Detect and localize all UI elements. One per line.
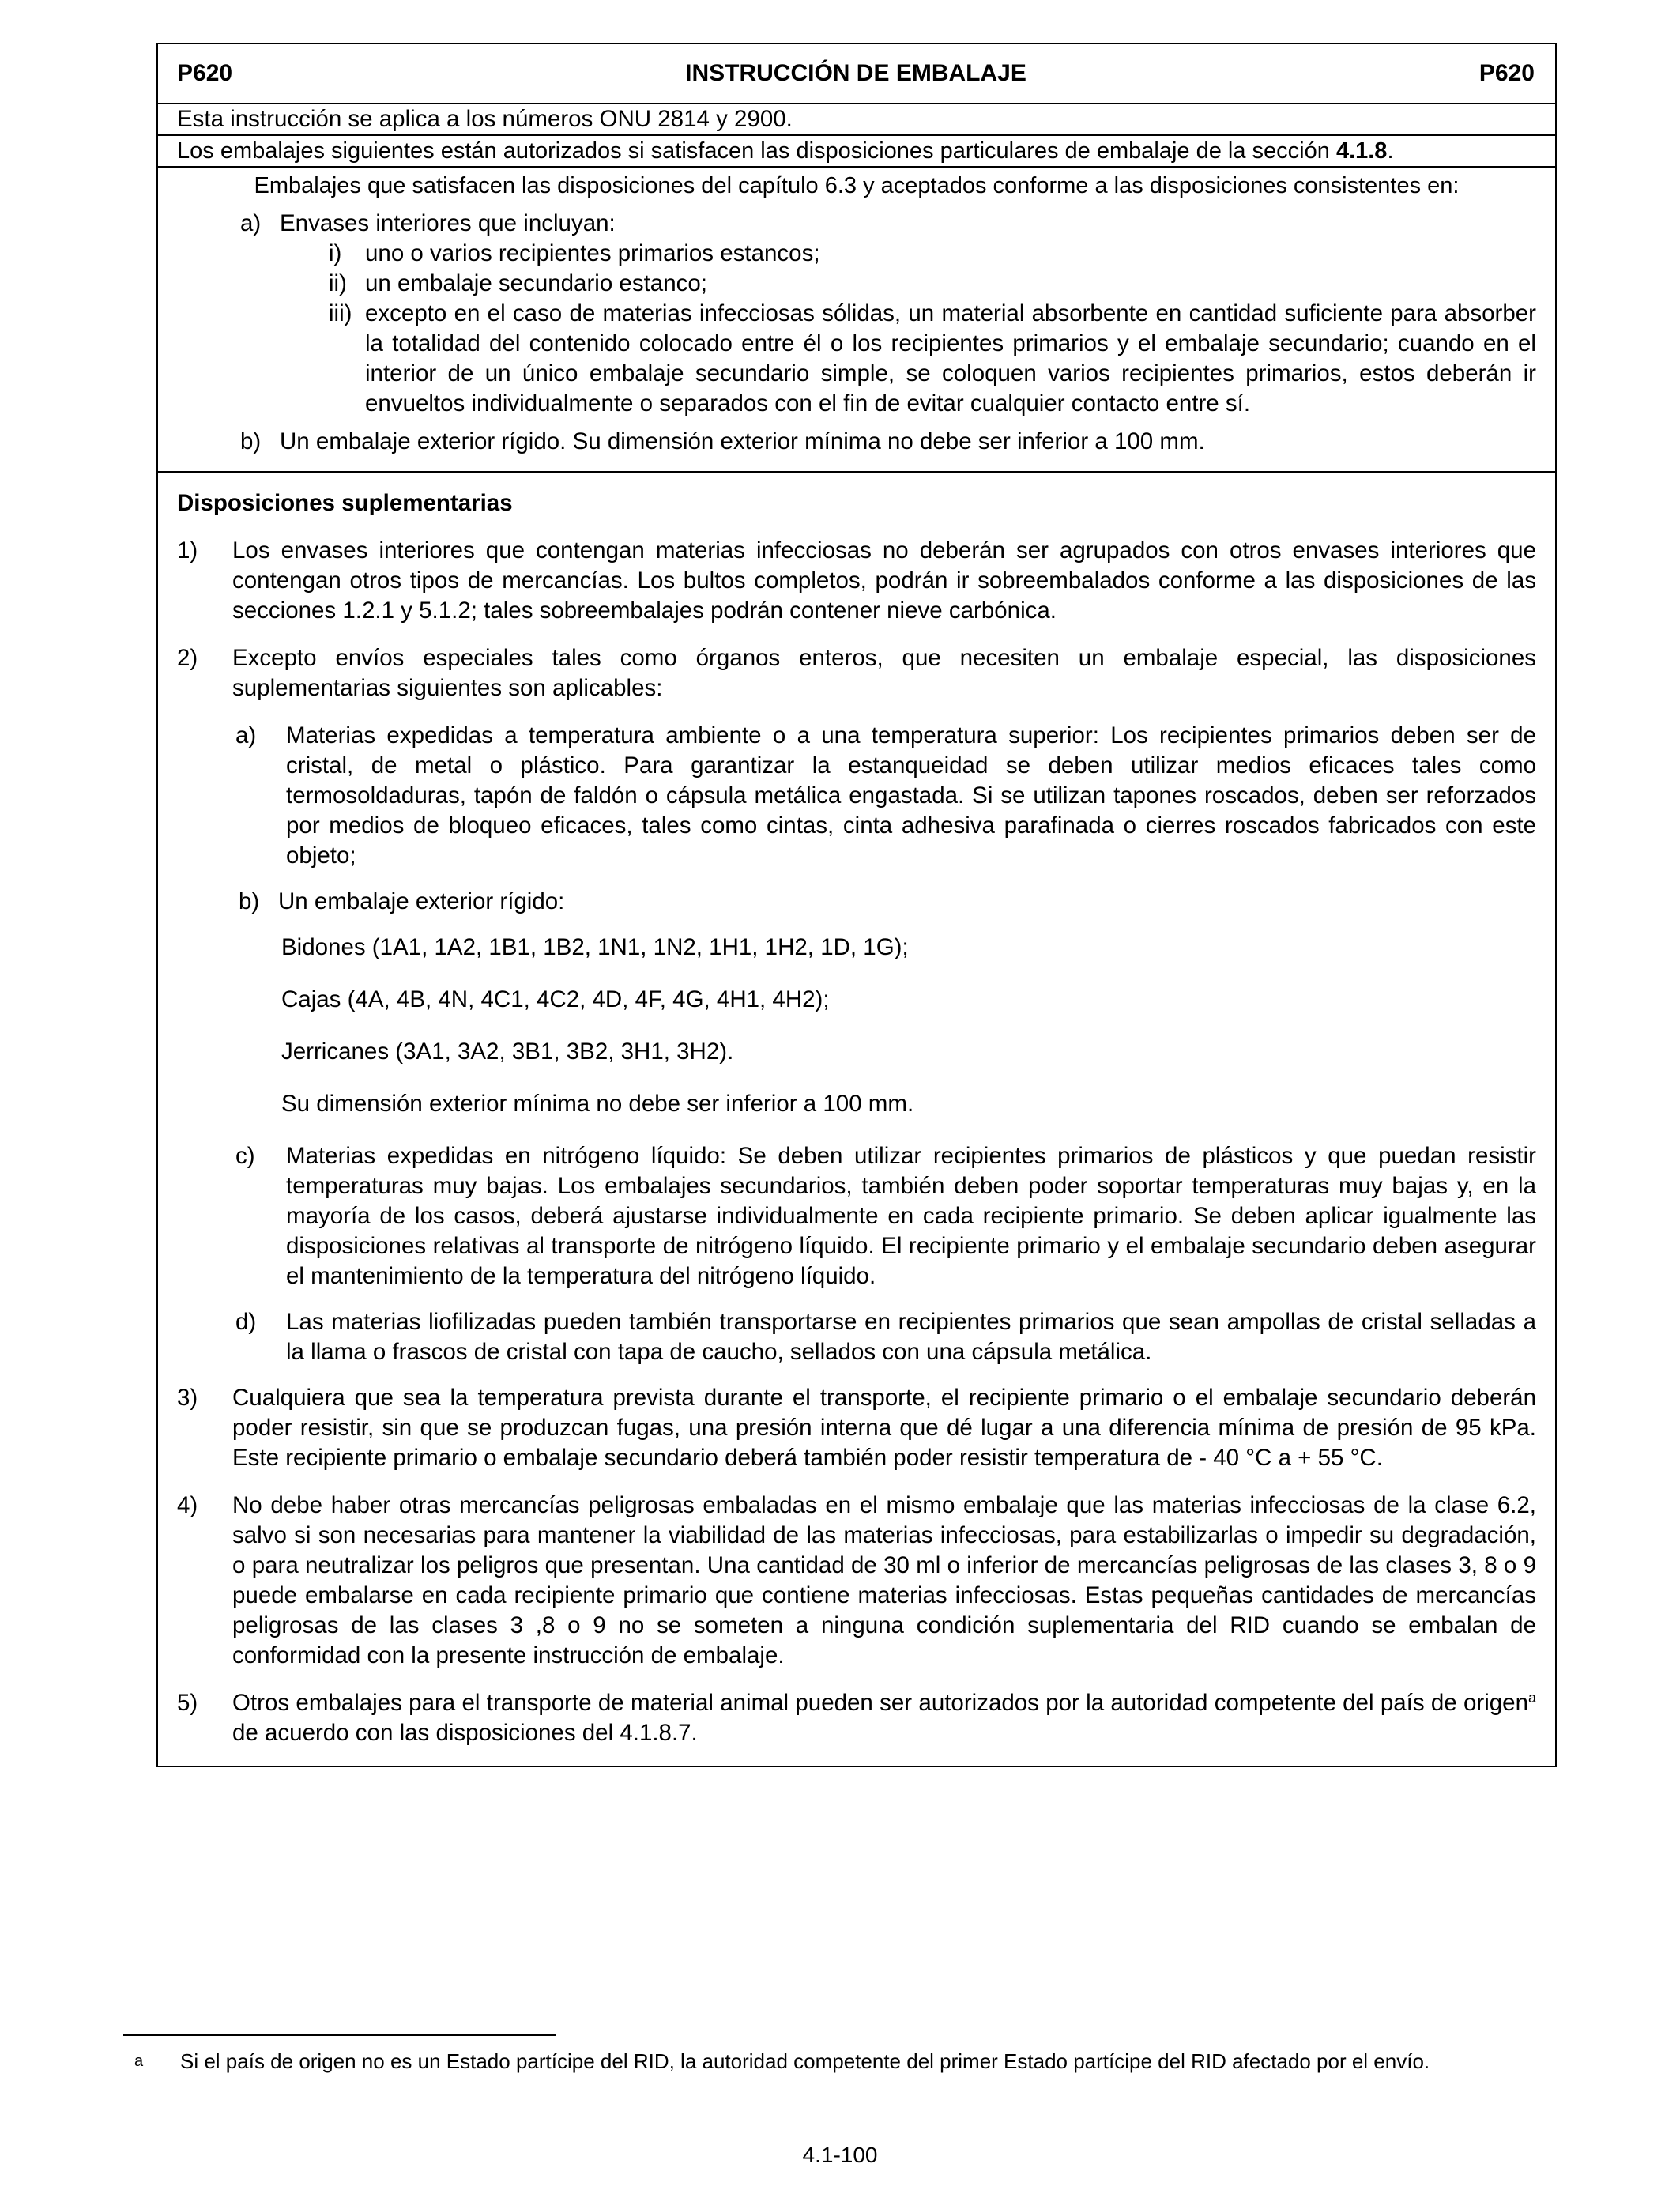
applies-row [158,104,1555,136]
provision-2d-text: Las materias liofilizadas pueden también transportarse en recipientes primarios que sean ampollas de cristal selladas a la llama o frascos de cristal con tapa de caucho, sellados con una cápsula metálica. [286,1309,1536,1365]
inner-item-iii-text: excepto en el caso de materias infecciosas sólidas, un material absorbente en cantidad suficiente para absorber la totalidad del contenido colocado entre él o los recipientes primarios y el embalaje secundario; cuando en el interior de un único embalaje secundario simple, se coloquen varios recipientes primarios, estos deberán ir envueltos individualmente o separados con el fin de evitar cualquier contacto entre sí. [365,300,1536,417]
instruction-code-left: P620 [177,60,233,86]
provision-2b-label: b) [239,888,260,914]
packagings-row [158,168,1555,473]
jerricans-list: Jerricanes (3A1, 3A2, 3B1, 3B2, 3H1, 3H2). [281,1039,734,1065]
provision-5-text-after: de acuerdo con las disposiciones del 4.1.8.7. [232,1720,698,1746]
provision-2d [232,1307,1536,1367]
provision-2c [232,1141,1536,1291]
authorized-text: Los embalajes siguientes están autorizados si satisfacen las disposiciones particulares de embalaje de la sección [177,138,1336,164]
provision-5-label: 5) [177,1690,198,1716]
provision-2 [177,643,1536,703]
inner-item-i-label: i) [329,240,342,266]
inner-item-i [329,239,1536,269]
provision-4 [177,1491,1536,1671]
provision-2a-text: Materias expedidas a temperatura ambiente o a una temperatura superior: Los recipientes primarios deben ser de cristal, de metal o plástico. Para garantizar la estanqueidad se deben utilizar medios eficaces tales como termosoldaduras, tapón de faldón o cápsula metálica engastada. Si se utilizan tapones roscados, deben ser reforzados por medios de bloqueo eficaces, tales como cintas, cinta adhesiva parafinada o cierres roscados fabricados con este objeto; [286,722,1536,869]
packaging-item-a-label: a) [240,210,262,236]
authorized-row [158,136,1555,168]
provision-2a [232,721,1536,871]
footnote-text: Si el país de origen no es un Estado partícipe del RID, la autoridad competente del primer Estado partícipe del RID afectado por el envío. [180,2049,1430,2073]
packaging-item-b [177,427,1536,457]
inner-item-iii-label: iii) [329,300,352,326]
packaging-item-a [177,209,1536,239]
inner-item-iii [329,299,1536,419]
packagings-intro: Embalajes que satisfacen las disposiciones del capítulo 6.3 y aceptados conforme a las disposiciones consistentes en: [254,173,1460,198]
packaging-item-b-text: Un embalaje exterior rígido. Su dimensión exterior mínima no debe ser inferior a 100 mm. [280,428,1205,454]
provision-2b [232,887,1536,917]
provision-2-label: 2) [177,645,198,671]
provision-1-label: 1) [177,537,198,564]
provision-2c-label: c) [235,1143,255,1169]
packaging-item-a-text: Envases interiores que incluyan: [280,210,616,236]
footnote-mark: a [134,2053,144,2070]
provision-2d-label: d) [235,1309,257,1335]
provision-1-text: Los envases interiores que contengan materias infecciosas no deberán ser agrupados con otros envases interiores que contengan otros tipos de mercancías. Los bultos completos, podrán ir sobreembalados conforme a las disposiciones de las secciones 1.2.1 y 5.1.2; tales sobreembalajes podrán contener nieve carbónica. [232,537,1536,624]
provision-5 [177,1688,1536,1748]
instruction-header [158,44,1555,104]
inner-item-i-text: uno o varios recipientes primarios estancos; [365,240,820,266]
authorized-section: 4.1.8 [1335,138,1388,164]
provision-2a-label: a) [235,722,257,748]
page-number: 4.1-100 [802,2143,878,2167]
minimum-dimension-text: Su dimensión exterior mínima no debe ser inferior a 100 mm. [281,1091,914,1117]
applies-text: Esta instrucción se aplica a los números ONU 2814 y 2900. [177,106,793,132]
provision-3-label: 3) [177,1385,198,1411]
provision-2-text: Excepto envíos especiales tales como órganos enteros, que necesiten un embalaje especial, las disposiciones suplementarias siguientes son aplicables: [232,645,1536,701]
footnote [134,2047,1549,2075]
provision-4-label: 4) [177,1492,198,1518]
provision-4-text: No debe haber otras mercancías peligrosas embaladas en el mismo embalaje que las materias infecciosas de la clase 6.2, salvo si son necesarias para mantener la viabilidad de las materias infecciosas, para estabilizarlas o impedir su degradación, o para neutralizar los peligros que presentan. Una cantidad de 30 ml o inferior de mercancías peligrosas de las clases 3, 8 o 9 puede embalarse en cada recipiente primario que contiene materias infecciosas. Estas pequeñas cantidades de mercancías peligrosas de las clases 3 ,8 o 9 no se someten a ninguna condición suplementaria del RID cuando se embalan de conformidad con la presente instrucción de embalaje. [232,1492,1536,1668]
provision-3 [177,1383,1536,1473]
provision-5-text [232,1688,1536,1748]
provision-2c-text: Materias expedidas en nitrógeno líquido: Se deben utilizar recipientes primarios de plásticos y que puedan resistir temperaturas muy bajas. Los embalajes secundarios, también deben poder soportar temperaturas muy bajas y, en la mayoría de los casos, deberá ajustarse individualmente en cada recipiente primario. Se deben aplicar igualmente las disposiciones relativas al transporte de nitrógeno líquido. El recipiente primario y el embalaje secundario deben asegurar el mantenimiento de la temperatura del nitrógeno líquido. [286,1143,1536,1289]
supplementary-title: Disposiciones suplementarias [177,490,513,516]
packaging-item-b-label: b) [240,428,262,454]
instruction-title: INSTRUCCIÓN DE EMBALAJE [685,60,1026,86]
inner-item-ii [329,269,1536,299]
drums-list: Bidones (1A1, 1A2, 1B1, 1B2, 1N1, 1N2, 1H1, 1H2, 1D, 1G); [281,934,909,960]
inner-item-ii-label: ii) [329,270,347,296]
provision-3-text: Cualquiera que sea la temperatura prevista durante el transporte, el recipiente primario o el embalaje secundario deberán poder resistir, sin que se produzcan fugas, una presión interna que dé lugar a una diferencia mínima de presión de 95 kPa. Este recipiente primario o embalaje secundario deberá también poder resistir temperatura de - 40 °C a + 55 °C. [232,1385,1536,1471]
inner-item-ii-text: un embalaje secundario estanco; [365,270,707,296]
provision-2b-text: Un embalaje exterior rígido: [278,888,565,914]
footnote-separator [123,2034,556,2036]
supplementary-row [158,473,1555,1766]
packing-instruction-table [156,43,1557,1767]
provision-1 [177,536,1536,626]
instruction-code-right: P620 [1478,60,1535,86]
authorized-end: . [1387,138,1394,164]
footnote-reference[interactable]: a [1527,1690,1536,1706]
boxes-list: Cajas (4A, 4B, 4N, 4C1, 4C2, 4D, 4F, 4G, 4H1, 4H2); [281,986,830,1012]
provision-5-text-before: Otros embalajes para el transporte de material animal pueden ser autorizados por la autoridad competente del país de origen [232,1690,1528,1716]
